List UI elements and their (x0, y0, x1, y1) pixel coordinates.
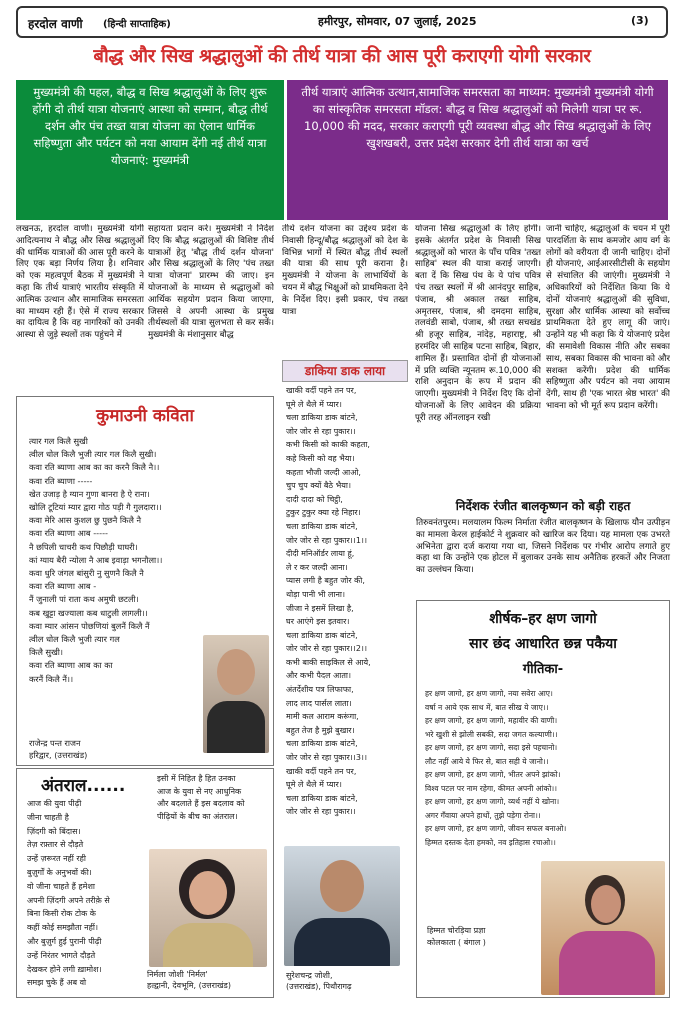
dakiya-line: कभी बाकी साइकिल से आये, (286, 657, 371, 667)
gitika-line: हर क्षण जागो, हर क्षण जागो, जीवन सफल बनाओ। (425, 824, 567, 833)
green-summary-box: मुख्यमंत्री की पहल, बौद्ध व सिख श्रद्धालुओं के लिए शुरू होंगी दो तीर्थ यात्रा योजनाएं आस्था को सम्मान, बौद्ध तीर्थ दर्शन और पंच तख्त यात्रा योजना का ऐलान धार्मिक सहिष्णुता और पर्यटन को नया आयाम देंगी नई तीर्थ यात्रा योजनाएं: मुख्यमंत्री (16, 80, 284, 220)
gitika-line: हर क्षण जागो, हर क्षण जागो, महावीर की वाणी। (425, 716, 558, 725)
antaral-author: निर्मला जोशी 'निर्मल' (147, 970, 208, 979)
antaral-line: अपनी ज़िंदगी अपने तरीक़े से (27, 895, 110, 905)
antaral-line: इसी में निहित है हित उनका (157, 774, 236, 783)
article-column-3-tail (282, 340, 408, 354)
dakiya-line: चला डाकिया डाक बांटने, (286, 521, 358, 531)
gitika-line: हर क्षण जागो, हर क्षण जागो, व्यर्थ नहीं ये खोना। (425, 797, 560, 806)
antaral-line: तेज़ रफ़्तार से दौड़ते (27, 840, 84, 850)
dakiya-credit (286, 970, 410, 992)
news-ranjit-title: निर्देशक रंजीत बालकृष्णन को बड़ी राहत (455, 499, 631, 513)
antaral-title: अंतराल...... (41, 776, 126, 796)
poet-photo-4 (541, 861, 665, 995)
dateline: हमीरपुर, सोमवार, 07 जुलाई, 2025 (318, 15, 477, 28)
antaral-line: ज़िंदगी को बिंदास। (27, 826, 81, 836)
gitika-line: हिम्मत दस्तक देता हमको, नव इतिहास रचाओ।। (425, 837, 556, 847)
antaral-line: बुज़ुर्गों के अनुभवों की। (27, 867, 92, 877)
gitika-line: हर क्षण जागो, हर क्षण जागो, नया सवेरा आए। (425, 689, 553, 698)
dakiya-line: कहता भौजी जल्दी आओ, (286, 467, 361, 477)
gitika-line: वर्षा न आये एक साथ में, बात सीख ये जाए।। (425, 702, 549, 712)
kumauni-line: कां ग्याय बैरी न्योला नै आब इवाड़ा भगनौला।। (29, 554, 163, 565)
dakiya-line: चला डाकिया डाक बांटने, (286, 793, 358, 803)
kumauni-line: कवा मेरि आस कुशल छु पुछनै किलै नै (29, 515, 142, 526)
kumauni-line: किलै सुखी। (29, 647, 64, 658)
dakiya-line: मामी कल आराम करूंगा, (286, 712, 359, 722)
dakiya-line: लाद लाद पार्सल लाता। (286, 698, 352, 708)
kumauni-poem-box (16, 396, 274, 766)
antaral-line: जीना चाहती है (27, 812, 69, 822)
antaral-line: और बदलाते हैं इस बदलाव को (157, 799, 245, 808)
dakiya-line: चुप चुप क्यों बैठे भैया। (286, 481, 351, 491)
article-column-4: योजना सिख श्रद्धालुओं के लिए होगी। इसके अंतर्गत प्रदेश के निवासी सिख श्रद्धालुओं को भारत के पाँच पवित्र 'तख्त साहिब' स्थल की यात्रा कराई जाएगी। बता दें कि सिख पंथ के ये पांच पवित्र पंच तख्त स्थलों में श्री आनंदपुर साहिब, पंजाब, श्री अकाल तख्त साहिब, अमृतसर, पंजाब, श्री दमदमा साहिब, तलवंडी साबो, पंजाब, श्री तख्त सचखंड श्री हजूर साहिब, नांदेड़, महाराष्ट्र, श्री हरमंदिर जी साहिब पटना साहिब, बिहार, शामिल हैं। प्रस्तावित दोनों ही योजनाओं में प्रति व्यक्ति न्यूनतम रू.10,000 की राशि अनुदान के रूप में प्रदान की जाएगी। मुख्यमंत्री ने निर्देश दिए कि दोनों योजनाओं के लिए आवेदन की प्रक्रिया पूरी तरह ऑनलाइन रखी (415, 224, 541, 423)
masthead-subtitle: (हिन्दी साप्ताहिक) (103, 19, 171, 30)
kumauni-line: कवा म्यार आंसन पोछणियां बुलनैं किलै नैं (29, 620, 150, 631)
page-number: (3) (631, 14, 649, 27)
gitika-line: भरे खुशी से झोली सबकी, सदा जगत कल्याणी।। (425, 729, 558, 739)
dakiya-lines (286, 384, 410, 819)
dakiya-title: डाकिया डाक लाया (304, 364, 386, 378)
gitika-poem-box (416, 600, 670, 998)
article-column-2: सहायता प्रदान करे। मुख्यमंत्री ने निर्देश दिए कि बौद्ध श्रद्धालुओं की विशिष्ट तीर्थ यात्राओं हेतु 'बौद्ध तीर्थ दर्शन योजना' और सिख श्रद्धालुओं के लिए 'पंच तख्त यात्रा योजना' प्रारम्भ की जाए। इन योजनाओं के माध्यम से श्रद्धालुओं को आर्थिक सहयोग प्रदान किया जाएगा, जिससे वे अपनी आस्था के प्रमुख तीर्थस्थलों की यात्रा सुलभता से कर सकें। मुख्यमंत्री के मंशानुसार बौद्ध (148, 224, 274, 341)
dakiya-line: चला डाकिया डाक बांटने, (286, 413, 358, 423)
dakiya-line: बहुत तेज है मुझे बुखार। (286, 725, 355, 735)
dakiya-line: ले र कर जल्दी आना। (286, 562, 348, 572)
page-header (16, 6, 668, 38)
antaral-line: आज की युवा पीढ़ी (27, 799, 82, 808)
purple-summary-box: तीर्थ यात्राएं आत्मिक उत्थान,सामाजिक समरसता का माध्यम: मुख्यमंत्री मुख्यमंत्री योगी का सांस्कृतिक समरसता मॉडल: बौद्ध व सिख श्रद्धालुओं को मिलेगी यात्रा पर रू. 10,000 की मदद, सरकार कराएगी पूरी व्यवस्था बौद्ध और सिख श्रद्धालुओं के लिए खुशखबरी, उत्तर प्रदेश सरकार देगी तीर्थ यात्रा का खर्च (287, 80, 668, 220)
gitika-line: विश्व पटल पर नाम रहेगा, कीमत अपनी आंको।। (425, 783, 558, 793)
kumauni-line: कवा रति ब्याणा आब का का (29, 660, 113, 671)
antaral-line: पीढ़ियों के बीच का अंतराल। (157, 811, 238, 821)
poet-photo-1 (203, 635, 269, 753)
dakiya-line: चला डाकिया डाक बांटने, (286, 739, 358, 749)
dakiya-place: (उत्तराखंड), पिथौरागढ़ (286, 982, 352, 991)
article-column-3: तीर्थ दर्शन योजना का उद्देश्य प्रदेश के निवासी हिन्दू/बौद्ध श्रद्धालुओं को देश के विभिन्न भागों में स्थित बौद्ध तीर्थ स्थलों की यात्रा की साध पूरी कराना है। मुख्यमंत्री ने योजना के लाभार्थियों के चयन में बौद्ध भिक्षुओं को प्राथमिकता देने के निर्देश दिए। इसी प्रकार, पंच तख्त यात्रा (282, 224, 408, 317)
dakiya-line: दीदी मनिऑर्डर लाया हूं, (286, 549, 355, 559)
dakiya-line: घूमे ले थैले में प्यार। (286, 780, 342, 790)
gitika-line: हर क्षण जागो, हर क्षण जागो, सदा इसे पहचानो। (425, 743, 558, 752)
antaral-line: बिना किसी रोक टोक के (27, 909, 96, 919)
kumauni-line: त्वील धोल किलै भुजी त्यार गल किलै सुखी। (29, 449, 157, 460)
article-column-5: जानी चाहिए, श्रद्धालुओं के चयन में पूरी पारदर्शिता के साथ कमजोर आय वर्ग के लोगों को वरीयता दी जानी चाहिए। दोनों ही योजनाएं, आईआरसीटीसी के सहयोग से संचालित की जाएंगी। मुख्यमंत्री ने अधिकारियों को निर्देशित किया कि ये दोनों योजनाएं श्रद्धालुओं की सुविधा, सुरक्षा और धार्मिक आस्था को सर्वोच्च प्राथमिकता देते हुए लागू की जाएं। उन्होंने यह भी कहा कि ये योजनाएं प्रदेश की समावेशी विकास नीति और सबका साथ, सबका विकास की भावना को और सशक्त करेंगी। प्रदेश की धार्मिक सहिष्णुता और पर्यटन को नया आयाम देंगी, साथ ही 'एक भारत श्रेष्ठ भारत' की भावना को भी मूर्त रूप प्रदान करेंगी। (546, 224, 670, 411)
dakiya-line: खाकी वर्दी पहने तन पर, (286, 386, 357, 395)
poet-photo-2 (149, 849, 267, 967)
antaral-lines-2 (157, 773, 273, 823)
dakiya-line: जोर जोर से रहा पुकार।।2।। (286, 644, 367, 654)
gitika-line: लौट नहीं आये ये फिर से, बात सही ये जानो।। (425, 756, 549, 766)
dakiya-line: जोर जोर से रहा पुकार।।3।। (286, 753, 367, 763)
dakiya-line: जोर जोर से रहा पुकार।।1।। (286, 535, 367, 545)
kumauni-line: नै छपिली चाचरी कथ पिछौड़ी घाघरी। (29, 541, 138, 552)
kumauni-line: त्वील धोल किलै भुजी त्यार गल (29, 634, 120, 645)
poet-photo-3 (284, 846, 400, 966)
kumauni-line: कब खुट्टा खज्याला कब धाटुली लागली।। (29, 607, 148, 618)
news-ranjit-box (416, 498, 670, 600)
kumauni-line: नैं जुनाली पां राता कथ अमुषी छटली। (29, 594, 139, 605)
dakiya-title-bar (282, 360, 408, 382)
dakiya-author: सुरेशचन्द्र जोशी, (286, 971, 333, 980)
dakiya-line: जोर जोर से रहा पुकार।। (286, 807, 356, 817)
antaral-line: आज के युवा से नए आधुनिक (157, 786, 242, 796)
antaral-line: कहीं कोई समझौता नहीं। (27, 923, 98, 933)
dakiya-line: थोड़ा पानी भी लाना। (286, 589, 346, 599)
dakiya-line: चला डाकिया डाक बांटने, (286, 630, 358, 640)
antaral-line: उन्हें निरंतर भागते दौड़ते (27, 950, 96, 960)
dakiya-line: टुकुर टुकुर क्या रहे निहार। (286, 508, 361, 518)
dakiya-line: और कभी पैदल आता। (286, 671, 351, 681)
dakiya-line: प्यास लगी है बहुत जोर की, (286, 576, 365, 586)
kumauni-credit (29, 737, 87, 761)
dakiya-line: खाकी वर्दी पहने तन पर, (286, 766, 357, 776)
antaral-line: देखकर होने लगी ख़ामोश। (27, 964, 102, 974)
gitika-title-3: गीतिका- (522, 662, 564, 677)
gitika-line: अगर गँवाया अपने हाथों, तुझे पड़ेगा रोना।। (425, 810, 541, 820)
antaral-line: उन्हें ज़रूरत नहीं रही (27, 854, 86, 864)
gitika-line: हर क्षण जागो, हर क्षण जागो, भीतर अपने झांको। (425, 770, 561, 779)
kumauni-line: करनैं किलै नैं।। (29, 673, 74, 684)
antaral-place: हल्द्वानी, देवभूमि, (उत्तराखंड) (147, 981, 231, 990)
kumauni-line: कवा रति ब्याणा आब का का करनै किलै नै।। (29, 462, 160, 473)
article-column-1: लखनऊ, हरदोल वाणी। मुख्यमंत्री योगी आदित्यनाथ ने बौद्ध और सिख श्रद्धालुओं की धार्मिक यात्राओं की आस पूरी करने के लिए एक बड़ा निर्णय लिया है। शनिवार को एक महत्वपूर्ण बैठक में मुख्यमंत्री ने कहा कि तीर्थ यात्राएं भारतीय संस्कृति में आत्मिक उत्थान और सामाजिक समरसता का माध्यम रही हैं। ऐसे में राज्य सरकार का दायित्व है कि वह नागरिकों को उनकी आस्था से जुड़े स्थलों तक पहुंचने में (16, 224, 144, 341)
gitika-title-1: शीर्षक–हर क्षण जागो (489, 611, 597, 627)
kumauni-line: कवा रति ब्याणा ----- (29, 475, 93, 486)
kumauni-line: कवा धुरि जंगल बांसुरी नु सुणनै किलै नै (29, 568, 144, 579)
news-ranjit-body: तिरुवनंतपुरम। मलयालम फिल्म निर्माता रंजीत बालकृष्णन के खिलाफ यौन उत्पीड़न का मामला केरल हाईकोर्ट ने शुक्रवार को खारिज कर दिया। यह मामला एक उभरते अभिनेता द्वारा दर्ज कराया गया था, जिसने निर्देशक पर गंभीर आरोप लगाते हुए कहा था कि उन्होंने एक होटल में बुलाकर उनके साथ अनैतिक हरकतें और निजता का उल्लंघन किया। (416, 518, 670, 576)
antaral-line: समझ चुके हैं अब वो (27, 978, 87, 988)
gitika-place: कोलकाता ( बंगाल ) (427, 938, 486, 947)
dakiya-line: कभी किसी को काकी कहता, (286, 440, 370, 450)
kumauni-line: कवा रति ब्याणा आब ----- (29, 528, 108, 539)
kumauni-line: त्यार गल किलै सुखी (29, 436, 88, 446)
dakiya-line: दादी दादा को चिट्ठी, (286, 494, 343, 504)
kumauni-place: हरिद्वार, (उत्तराखंड) (29, 750, 88, 760)
antaral-credit (147, 969, 231, 991)
gitika-credit (427, 925, 486, 949)
antaral-lines (27, 797, 147, 990)
dakiya-line: अंतर्देशीय पत्र लिफाफा, (286, 685, 354, 695)
gitika-lines (425, 687, 665, 849)
antaral-poem-box (16, 768, 274, 998)
kumauni-author: राजेन्द्र पन्त राजन (29, 738, 81, 748)
dakiya-line: कहे किसी को वह भैया। (286, 453, 355, 463)
main-headline: बौद्ध और सिख श्रद्धालुओं की तीर्थ यात्रा की आस पूरी कराएगी योगी सरकार (93, 46, 591, 67)
gitika-author: हिम्मत चोरड़िया प्रज्ञा (427, 926, 486, 935)
dakiya-line: जोर जोर से रहा पुकार।। (286, 426, 356, 436)
antaral-line: और बुज़ुर्ग हुई पुरानी पीढ़ी (27, 936, 102, 946)
dakiya-line: घर आएंगे इस इतवार। (286, 617, 350, 627)
dakiya-line: जीजा ने इसमें लिखा है, (286, 603, 354, 613)
kumauni-title: कुमाउनी कविता (96, 406, 194, 426)
kumauni-line: खोलि टूटियां म्यार द्वारा गोठ पड़ी गै गुलदारा।। (29, 502, 162, 513)
dakiya-line: घूमे ले थैले में प्यार। (286, 399, 342, 409)
antaral-line: वो जीना चाहते हैं हमेशा (27, 881, 95, 891)
kumauni-line: खेत उजाड़ है ग्यान गुणा बानरा है ऐ राना। (29, 488, 150, 499)
kumauni-line: कवा रति ब्याणा आब - (29, 581, 97, 592)
gitika-title-2: सार छंद आधारित छन्न पकैया (469, 636, 617, 652)
masthead: हरदोल वाणी (28, 17, 83, 31)
